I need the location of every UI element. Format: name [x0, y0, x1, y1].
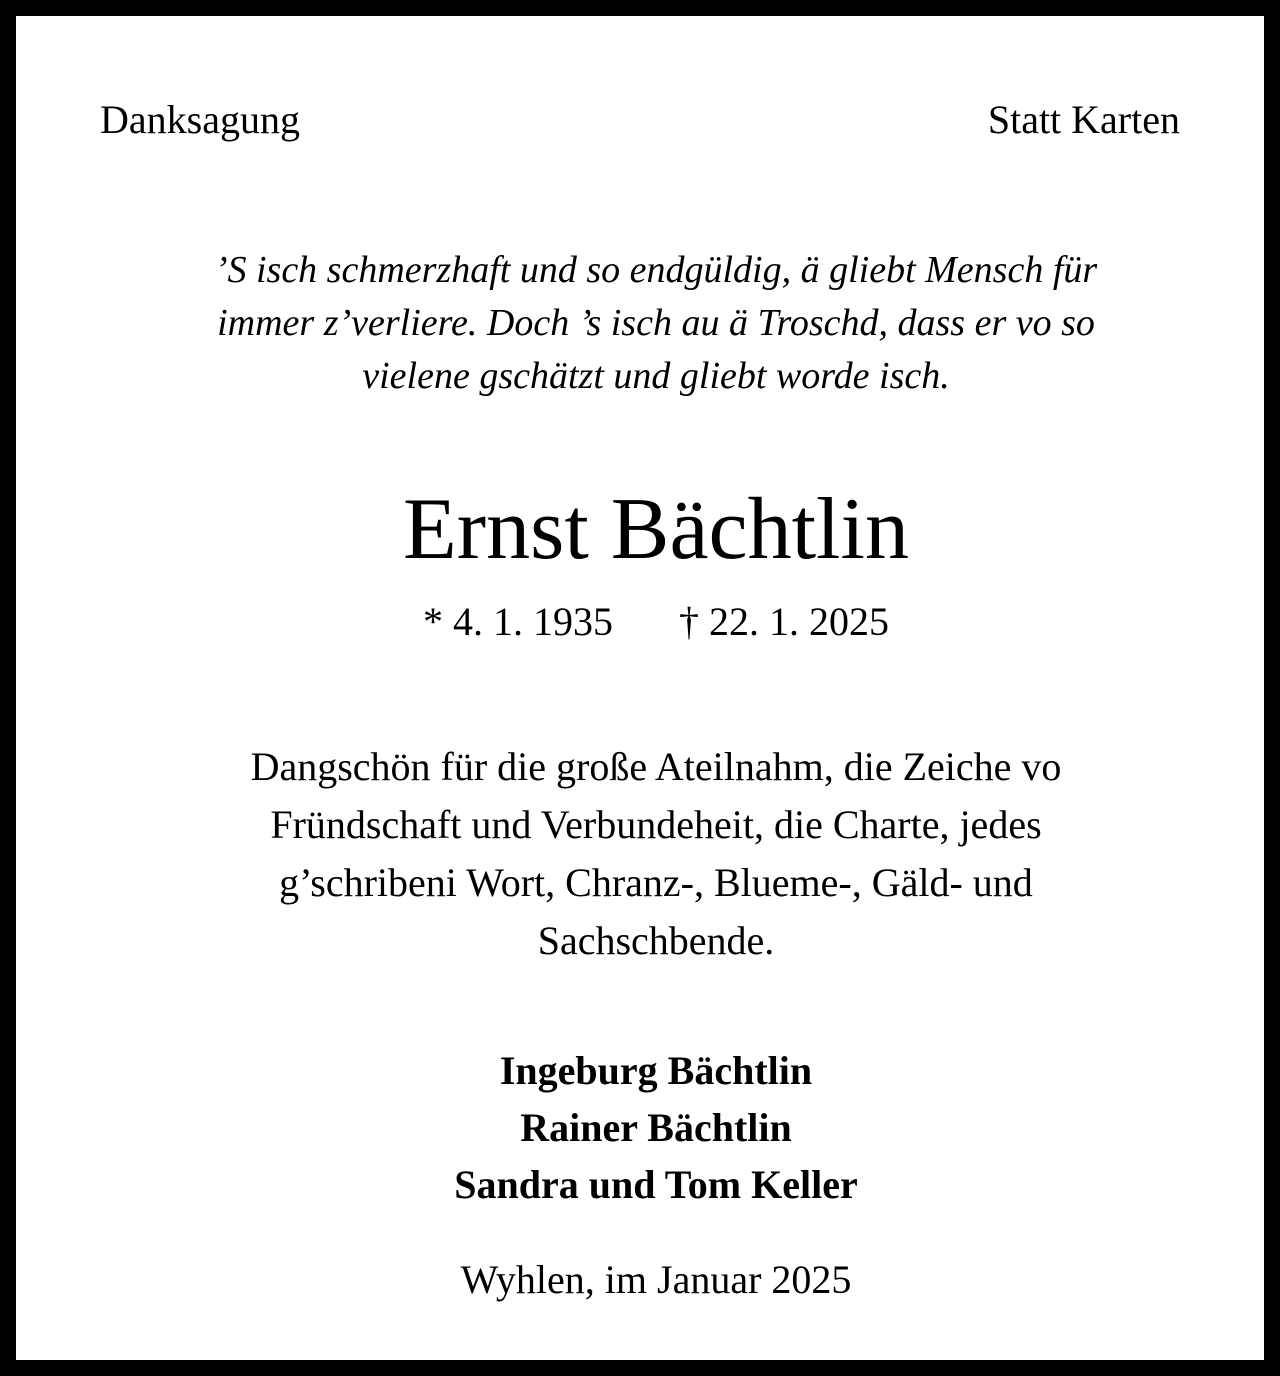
header-danksagung: Danksagung: [100, 97, 300, 142]
quote-line: vielene gschätzt und gliebt worde isch.: [362, 355, 950, 397]
life-dates: [16, 598, 1280, 646]
thanks-line: g’schribeni Wort, Chranz-, Blueme-, Gäld- und: [279, 860, 1033, 905]
thanks-text: [116, 738, 1196, 970]
quote: [116, 244, 1196, 403]
birth-date: * 4. 1. 1935: [423, 599, 613, 644]
signer-name: Sandra und Tom Keller: [454, 1162, 858, 1207]
quote-line: ’S isch schmerzhaft und so endgüldig, ä gliebt Mensch für: [214, 249, 1098, 291]
signers: [16, 1042, 1280, 1213]
header-statt-karten: Statt Karten: [987, 97, 1180, 142]
place-date: Wyhlen, im Januar 2025: [460, 1257, 852, 1302]
thanks-line: Sachschbende.: [537, 918, 775, 963]
death-date: † 22. 1. 2025: [679, 599, 889, 644]
thanks-line: Dangschön für die große Ateilnahm, die Zeiche vo: [250, 744, 1062, 789]
deceased-name: Ernst Bächtlin: [403, 481, 909, 578]
quote-line: immer z’verliere. Doch ’s isch au ä Troschd, dass er vo so: [217, 302, 1095, 344]
signer-name: Rainer Bächtlin: [520, 1105, 792, 1150]
thanks-line: Fründschaft und Verbundeheit, die Charte, jedes: [270, 802, 1042, 847]
signer-name: Ingeburg Bächtlin: [499, 1048, 813, 1093]
